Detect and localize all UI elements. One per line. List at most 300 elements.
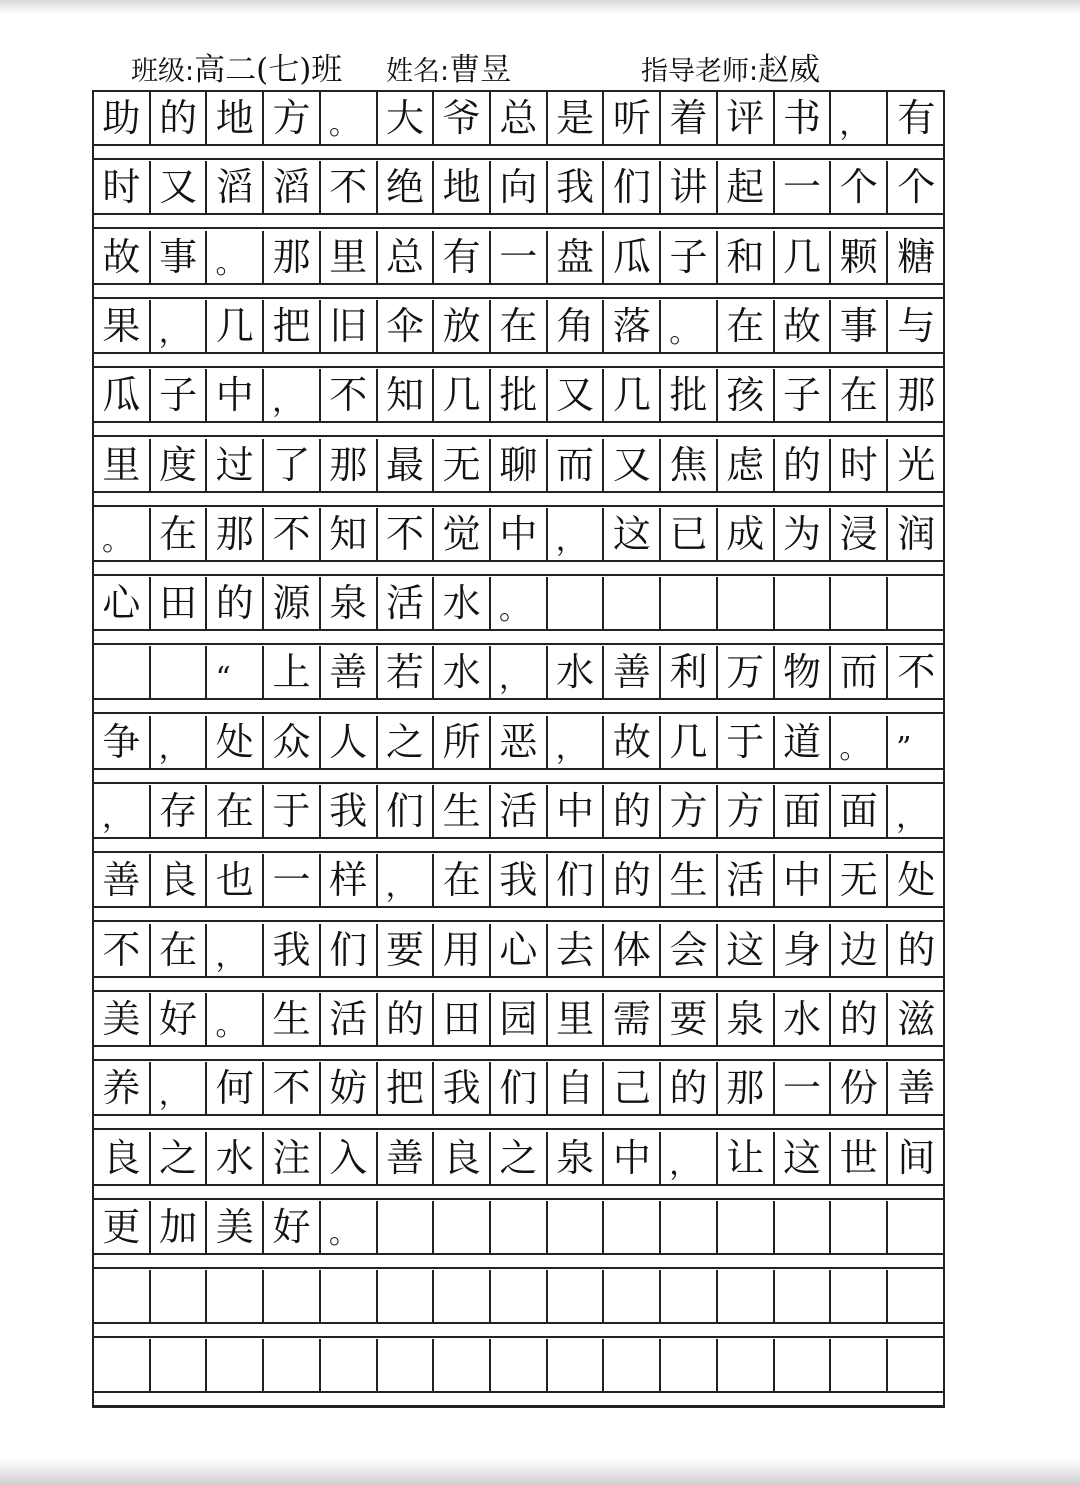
grid-cell: 在 (831, 369, 888, 421)
grid-cell: 里 (548, 993, 605, 1045)
grid-cell (491, 1201, 548, 1253)
grid-cell: 放 (434, 300, 491, 352)
grid-cell: 批 (491, 369, 548, 421)
grid-cell: 事 (151, 231, 208, 283)
grid-cell: 活 (321, 993, 378, 1045)
grid-cell: 人 (321, 716, 378, 768)
teacher-label: 指导老师: (641, 56, 759, 87)
grid-cell: 的 (831, 993, 888, 1045)
grid-cell (718, 1339, 775, 1391)
grid-cell (661, 1201, 718, 1253)
grid-cell: 方 (264, 92, 321, 144)
grid-cell: 方 (718, 785, 775, 837)
grid-cell: 时 (831, 439, 888, 491)
grid-cell: 有 (434, 231, 491, 283)
grid-cell (378, 1339, 435, 1391)
grid-cell: 里 (94, 439, 151, 491)
grid-cell (151, 1339, 208, 1391)
grid-cell: 讲 (661, 161, 718, 213)
grid-cell: 的 (661, 1062, 718, 1114)
grid-cell (604, 1201, 661, 1253)
grid-cell: 。 (94, 508, 151, 560)
grid-cell: 故 (604, 716, 661, 768)
grid-cell: 爷 (434, 92, 491, 144)
grid-cell: 滔 (207, 161, 264, 213)
grid-row-cells (94, 1270, 945, 1324)
grid-cell: 不 (321, 369, 378, 421)
grid-cell: 不 (378, 508, 435, 560)
grid-cell: 于 (718, 716, 775, 768)
grid-cell: 书 (775, 92, 832, 144)
grid-cell (775, 1201, 832, 1253)
grid-cell: 于 (264, 785, 321, 837)
grid-cell: 更 (94, 1201, 151, 1253)
paper-bottom-shadow (0, 1459, 1080, 1485)
grid-cell: “ (207, 646, 264, 698)
grid-cell: 个 (831, 161, 888, 213)
grid-cell: 活 (378, 577, 435, 629)
grid-cell: 面 (831, 785, 888, 837)
grid-cell: 泉 (718, 993, 775, 1045)
grid-cell: 物 (775, 646, 832, 698)
grid-cell: 存 (151, 785, 208, 837)
grid-row-spacer (94, 1324, 945, 1338)
grid-cell: 生 (264, 993, 321, 1045)
grid-cell: 角 (548, 300, 605, 352)
grid-row-spacer (94, 839, 945, 853)
grid-cell: 而 (548, 439, 605, 491)
grid-row (94, 1339, 945, 1407)
grid-row-cells (94, 1062, 945, 1116)
grid-cell: 。 (661, 300, 718, 352)
grid-cell: 。 (321, 92, 378, 144)
grid-cell: 活 (718, 854, 775, 906)
grid-row-spacer (94, 1047, 945, 1061)
grid-row-spacer (94, 1116, 945, 1130)
grid-cell: 这 (718, 924, 775, 976)
grid-row-cells (94, 577, 945, 631)
grid-cell: 为 (775, 508, 832, 560)
grid-cell (491, 1339, 548, 1391)
grid-row-spacer (94, 770, 945, 784)
grid-cell: 美 (207, 1201, 264, 1253)
grid-cell: 们 (604, 161, 661, 213)
grid-row (94, 646, 945, 714)
grid-cell: 最 (378, 439, 435, 491)
grid-cell: ， (896, 800, 927, 835)
grid-cell: 几 (434, 369, 491, 421)
grid-cell: 中 (207, 369, 264, 421)
grid-cell (264, 1339, 321, 1391)
class-value: 高二(七)班 (194, 52, 343, 88)
grid-cell: ， (151, 1062, 208, 1114)
grid-cell (321, 1339, 378, 1391)
grid-cell: 不 (321, 161, 378, 213)
name-field (386, 44, 512, 88)
grid-row-spacer (94, 1393, 945, 1407)
grid-cell: 那 (718, 1062, 775, 1114)
grid-cell: ， (94, 785, 151, 837)
grid-cell: 地 (434, 161, 491, 213)
grid-row-cells (94, 785, 945, 839)
grid-cell: 的 (207, 577, 264, 629)
grid-cell: 子 (151, 369, 208, 421)
grid-cell: 有 (897, 96, 936, 140)
grid-cell: 心 (491, 924, 548, 976)
grid-row-cells (94, 300, 945, 354)
grid-cell: 活 (491, 785, 548, 837)
grid-row (94, 92, 945, 160)
grid-cell (831, 1339, 888, 1391)
grid-cell: 颗 (831, 231, 888, 283)
grid-cell (831, 1270, 888, 1322)
grid-cell: 田 (434, 993, 491, 1045)
grid-cell: 们 (378, 785, 435, 837)
grid-cell: 瓜 (94, 369, 151, 421)
grid-cell: 滋 (897, 996, 936, 1041)
grid-cell: 子 (661, 231, 718, 283)
grid-cell: 何 (207, 1062, 264, 1114)
grid-row (94, 993, 945, 1061)
grid-cell: 会 (661, 924, 718, 976)
grid-cell: 几 (775, 231, 832, 283)
grid-cell: ， (151, 716, 208, 768)
grid-cell (604, 1339, 661, 1391)
grid-cell: 着 (661, 92, 718, 144)
grid-cell: 又 (604, 439, 661, 491)
grid-cell (604, 1270, 661, 1322)
grid-cell: 中 (491, 508, 548, 560)
grid-row (94, 300, 945, 368)
grid-cell: 孩 (718, 369, 775, 421)
grid-cell: 已 (661, 508, 718, 560)
grid-row-spacer (94, 215, 945, 229)
grid-row-spacer (94, 493, 945, 507)
grid-cell: 聊 (491, 439, 548, 491)
grid-row-spacer (94, 700, 945, 714)
grid-cell (434, 1339, 491, 1391)
grid-cell: 焦 (661, 439, 718, 491)
teacher-field (641, 44, 821, 88)
grid-cell: 泉 (321, 577, 378, 629)
grid-cell (888, 577, 945, 629)
grid-cell: 体 (604, 924, 661, 976)
grid-cell: 若 (378, 646, 435, 698)
grid-cell: 们 (491, 1062, 548, 1114)
grid-cell: 不 (264, 508, 321, 560)
grid-cell: 不 (897, 650, 936, 695)
grid-cell: 利 (661, 646, 718, 698)
grid-cell: 之 (378, 716, 435, 768)
grid-cell: 过 (207, 439, 264, 491)
grid-cell: 个 (897, 165, 936, 210)
grid-cell (718, 1270, 775, 1322)
grid-cell: 。 (321, 1201, 378, 1253)
name-label: 姓名: (386, 56, 450, 87)
grid-cell: 又 (548, 369, 605, 421)
grid-row (94, 161, 945, 229)
grid-cell (718, 1201, 775, 1253)
grid-cell: 的 (378, 993, 435, 1045)
grid-row (94, 716, 945, 784)
grid-cell: 生 (434, 785, 491, 837)
grid-cell: 这 (604, 508, 661, 560)
grid-cell: 伞 (378, 300, 435, 352)
grid-row-cells (94, 993, 945, 1047)
grid-row-spacer (94, 562, 945, 576)
grid-cell: 边 (831, 924, 888, 976)
grid-cell: 几 (207, 300, 264, 352)
grid-cell: 入 (321, 1132, 378, 1184)
grid-cell: 中 (775, 854, 832, 906)
grid-cell: 面 (775, 785, 832, 837)
grid-cell (775, 1339, 832, 1391)
grid-cell (434, 1270, 491, 1322)
grid-cell (661, 1270, 718, 1322)
grid-cell: 光 (897, 442, 936, 487)
grid-cell: ， (831, 92, 888, 144)
grid-cell: 良 (434, 1132, 491, 1184)
grid-cell: 要 (378, 924, 435, 976)
grid-cell: 好 (264, 1201, 321, 1253)
grid-cell (378, 1201, 435, 1253)
grid-cell: 我 (491, 854, 548, 906)
grid-cell (548, 1270, 605, 1322)
grid-row (94, 785, 945, 853)
grid-cell: 滔 (264, 161, 321, 213)
grid-cell: 份 (831, 1062, 888, 1114)
grid-cell: 浸 (831, 508, 888, 560)
grid-cell (264, 1270, 321, 1322)
grid-cell: 润 (897, 511, 936, 556)
grid-cell: 们 (548, 854, 605, 906)
grid-cell: 妨 (321, 1062, 378, 1114)
grid-cell: 又 (151, 161, 208, 213)
grid-cell: 向 (491, 161, 548, 213)
grid-cell (831, 1201, 888, 1253)
manuscript-grid (92, 90, 945, 1408)
grid-cell: 果 (94, 300, 151, 352)
grid-row (94, 439, 945, 507)
grid-cell: 要 (661, 993, 718, 1045)
grid-row-cells (94, 1201, 945, 1255)
class-label: 班级: (131, 56, 195, 87)
grid-cell (94, 1270, 151, 1322)
grid-cell: 助 (94, 92, 151, 144)
grid-cell (151, 1270, 208, 1322)
grid-cell: 事 (831, 300, 888, 352)
grid-cell: 成 (718, 508, 775, 560)
grid-cell: 在 (151, 508, 208, 560)
grid-row-spacer (94, 978, 945, 992)
grid-cell (831, 577, 888, 629)
grid-cell: 不 (94, 924, 151, 976)
grid-cell: 善 (378, 1132, 435, 1184)
grid-cell (548, 577, 605, 629)
grid-cell: 己 (604, 1062, 661, 1114)
grid-cell: 世 (831, 1132, 888, 1184)
grid-cell: 大 (378, 92, 435, 144)
grid-cell: 虑 (718, 439, 775, 491)
grid-row-cells (94, 924, 945, 978)
grid-row-spacer (94, 423, 945, 437)
grid-cell: ， (207, 924, 264, 976)
grid-cell: 水 (434, 577, 491, 629)
grid-cell: 去 (548, 924, 605, 976)
grid-cell: 处 (207, 716, 264, 768)
grid-row-cells (94, 716, 945, 770)
grid-cell: 度 (151, 439, 208, 491)
grid-row-cells (94, 439, 945, 493)
grid-cell (888, 1270, 945, 1322)
grid-cell (888, 1201, 945, 1253)
grid-cell: 在 (207, 785, 264, 837)
grid-cell: 是 (548, 92, 605, 144)
grid-cell: 也 (207, 854, 264, 906)
grid-cell (491, 1270, 548, 1322)
grid-row (94, 1062, 945, 1130)
grid-cell: 无 (434, 439, 491, 491)
grid-cell: 在 (718, 300, 775, 352)
grid-cell: 的 (604, 785, 661, 837)
grid-cell: 间 (897, 1135, 936, 1180)
grid-cell: 善 (604, 646, 661, 698)
grid-cell (548, 1339, 605, 1391)
grid-cell (775, 577, 832, 629)
grid-cell: 上 (264, 646, 321, 698)
grid-cell: 善 (321, 646, 378, 698)
grid-row-spacer (94, 1186, 945, 1200)
grid-cell: 注 (264, 1132, 321, 1184)
class-field (131, 44, 343, 88)
grid-row-cells (94, 161, 945, 215)
grid-cell: 把 (378, 1062, 435, 1114)
grid-cell: 水 (775, 993, 832, 1045)
grid-row-spacer (94, 631, 945, 645)
grid-cell: 水 (207, 1132, 264, 1184)
grid-cell: 处 (897, 858, 936, 903)
grid-cell: 那 (321, 439, 378, 491)
grid-cell: 用 (434, 924, 491, 976)
grid-cell: 与 (897, 303, 936, 348)
grid-cell: 知 (378, 369, 435, 421)
grid-cell: 一 (491, 231, 548, 283)
grid-cell (94, 646, 151, 698)
grid-row (94, 854, 945, 922)
grid-cell: 身 (775, 924, 832, 976)
grid-cell: 美 (94, 993, 151, 1045)
grid-cell: 时 (94, 161, 151, 213)
grid-cell: 糖 (897, 234, 936, 279)
grid-cell: 众 (264, 716, 321, 768)
grid-cell (548, 1201, 605, 1253)
grid-cell: 起 (718, 161, 775, 213)
grid-cell: 总 (378, 231, 435, 283)
grid-cell: 。 (831, 716, 888, 768)
grid-cell: 无 (831, 854, 888, 906)
grid-row-spacer (94, 146, 945, 160)
grid-cell (775, 1270, 832, 1322)
grid-cell: 泉 (548, 1132, 605, 1184)
grid-cell: 田 (151, 577, 208, 629)
grid-cell (661, 577, 718, 629)
grid-cell: 这 (775, 1132, 832, 1184)
grid-cell: 样 (321, 854, 378, 906)
grid-cell: 心 (94, 577, 151, 629)
grid-cell: 需 (604, 993, 661, 1045)
grid-cell: 。 (207, 231, 264, 283)
grid-cell: ， (264, 369, 321, 421)
grid-cell: ， (151, 300, 208, 352)
grid-row-spacer (94, 1255, 945, 1269)
grid-cell: 中 (604, 1132, 661, 1184)
grid-row-cells (94, 1132, 945, 1186)
grid-cell: 良 (94, 1132, 151, 1184)
grid-cell: 一 (775, 161, 832, 213)
grid-cell: 落 (604, 300, 661, 352)
grid-row-cells (94, 508, 945, 562)
grid-cell: 地 (207, 92, 264, 144)
grid-cell: 绝 (378, 161, 435, 213)
grid-cell: 的 (897, 927, 936, 972)
grid-cell: 的 (604, 854, 661, 906)
grid-cell: 盘 (548, 231, 605, 283)
grid-cell: 。 (207, 993, 264, 1045)
grid-cell: 了 (264, 439, 321, 491)
grid-cell (321, 1270, 378, 1322)
grid-cell (207, 1339, 264, 1391)
grid-cell: 源 (264, 577, 321, 629)
grid-cell: 我 (264, 924, 321, 976)
grid-row (94, 1201, 945, 1269)
grid-row-cells (94, 1339, 945, 1393)
grid-cell: 故 (775, 300, 832, 352)
grid-cell: 加 (151, 1201, 208, 1253)
grid-cell (94, 1339, 151, 1391)
grid-cell: 几 (604, 369, 661, 421)
grid-cell: 那 (207, 508, 264, 560)
grid-row-spacer (94, 908, 945, 922)
grid-cell: 不 (264, 1062, 321, 1114)
grid-cell (718, 577, 775, 629)
grid-row (94, 1132, 945, 1200)
grid-cell: 故 (94, 231, 151, 283)
paper-top-shadow (0, 0, 1080, 14)
grid-cell: 争 (94, 716, 151, 768)
grid-cell: 我 (434, 1062, 491, 1114)
grid-cell: 我 (321, 785, 378, 837)
grid-cell: 在 (434, 854, 491, 906)
grid-cell: 我 (548, 161, 605, 213)
grid-cell: 园 (491, 993, 548, 1045)
grid-cell: 道 (775, 716, 832, 768)
grid-row-cells (94, 646, 945, 700)
grid-cell (434, 1201, 491, 1253)
grid-cell: 养 (94, 1062, 151, 1114)
grid-cell: 之 (491, 1132, 548, 1184)
grid-cell: ， (548, 508, 605, 560)
grid-cell: 恶 (491, 716, 548, 768)
grid-cell: 万 (718, 646, 775, 698)
grid-cell: 所 (434, 716, 491, 768)
grid-cell: 良 (151, 854, 208, 906)
grid-cell: 中 (548, 785, 605, 837)
grid-row (94, 231, 945, 299)
grid-cell: 让 (718, 1132, 775, 1184)
grid-row-spacer (94, 285, 945, 299)
grid-cell: 把 (264, 300, 321, 352)
grid-cell: 那 (897, 373, 936, 418)
